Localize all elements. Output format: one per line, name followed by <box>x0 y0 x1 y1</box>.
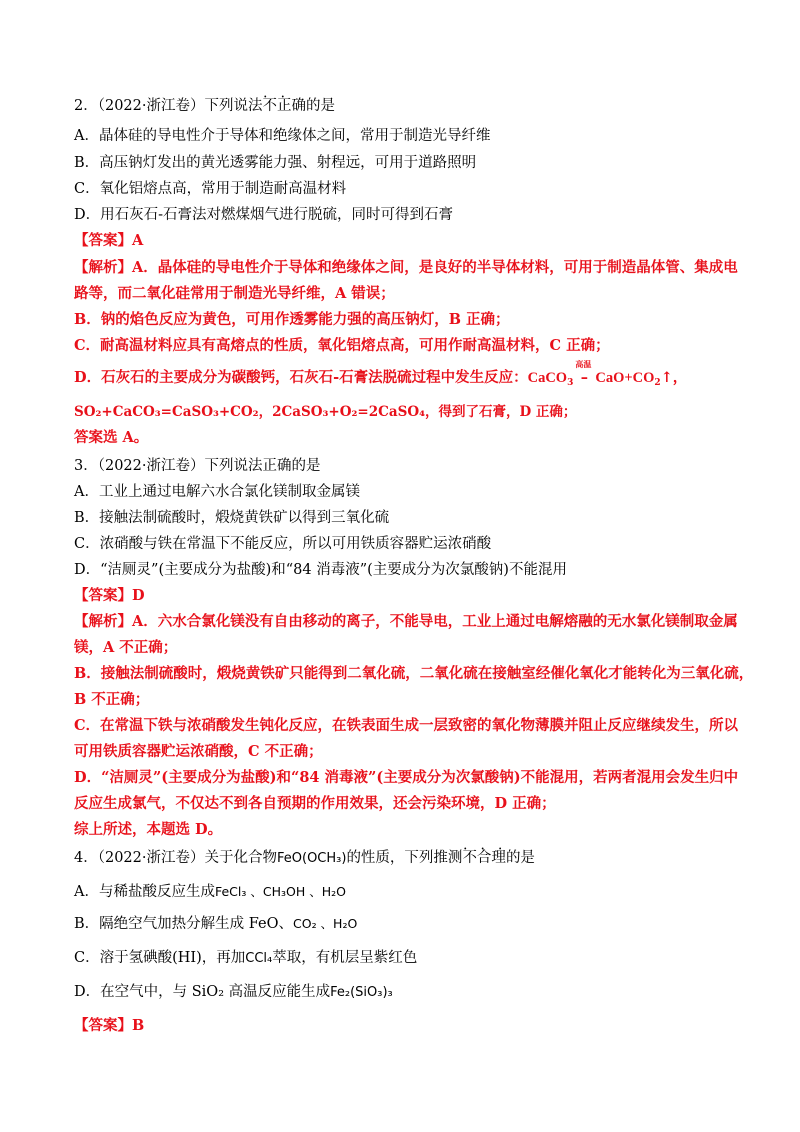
q4-option-c <box>74 948 417 969</box>
q4-answer: 【答案】B <box>74 1017 145 1034</box>
q3-explanation-8: 反应生成氯气，不仅达不到各自预期的作用效果，还会污染环境，D 正确； <box>74 795 556 812</box>
q4-stem-mid: 的性质，下列推测 <box>346 850 463 866</box>
q2-explanation-2: 路等，而二氧化硅常用于制造光导纤维，A 错误； <box>74 285 395 302</box>
q4-option-a-formula: FeCl₃ 、CH₃OH 、H₂O <box>214 884 346 899</box>
q4-stem-tail: 的是 <box>505 850 535 866</box>
q2-explanation-1: 【解析】A．晶体硅的导电性介于导体和绝缘体之间，是良好的半导体材料，可用于制造晶体管、集成电 <box>74 259 738 276</box>
subscript-3: 3 <box>567 378 574 388</box>
q2-option-c: C．氧化铝熔点高，常用于制造耐高温材料 <box>74 181 347 197</box>
q3-option-b: B．接触法制硫酸时，煅烧黄铁矿以得到三氧化硫 <box>74 510 390 526</box>
q2-option-b: B．高压钠灯发出的黄光透雾能力强、射程远，可用于道路照明 <box>74 155 477 171</box>
q4-option-d-formula: Fe₂(SiO₃)₃ <box>330 985 393 1000</box>
q3-explanation-2: 镁，A 不正确； <box>74 639 178 656</box>
q2-option-d: D．用石灰石-石膏法对燃煤烟气进行脱硫，同时可得到石膏 <box>74 207 454 223</box>
q4-stem <box>74 848 535 869</box>
q3-option-a: A．工业上通过电解六水合氯化镁制取金属镁 <box>74 484 360 500</box>
q3-explanation-6: 可用铁质容器贮运浓硝酸，C 不正确； <box>74 743 323 760</box>
gas-arrow: ↑， <box>660 369 688 386</box>
q2-answer: 【答案】A <box>74 232 144 249</box>
reaction-rhs: CaO+CO <box>595 370 655 386</box>
q4-stem-text: 4．（2022·浙江卷）关于化合物 <box>74 850 277 866</box>
q4-option-b <box>74 914 357 934</box>
reaction-arrow: 高温 – <box>573 368 595 388</box>
q2-conclusion: 答案选 A。 <box>74 429 149 446</box>
q2-explanation-4: C．耐高温材料应具有高熔点的性质，氧化铝熔点高，可用作耐高温材料，C 正确； <box>74 337 610 354</box>
q4-option-b-text: B．隔绝空气加热分解生成 FeO、 <box>74 916 293 932</box>
q3-explanation-7: D．“洁厕灵”(主要成分为盐酸)和“84 消毒液”(主要成分为次氯酸钠)不能混用，若两者混用会发生归中 <box>74 769 739 786</box>
q2-explanation-5 <box>74 359 688 393</box>
q3-explanation-4: B 不正确； <box>74 691 150 708</box>
q4-option-c-formula: CCl₄ <box>245 951 273 966</box>
q4-option-d-text: D．在空气中，与 SiO₂ 高温反应能生成 <box>74 984 331 1000</box>
q3-explanation-3: B．接触法制硫酸时，煅烧黄铁矿只能得到二氧化硫，二氧化硫在接触室经催化氧化才能转化为三氧化硫， <box>74 665 754 682</box>
q2-stem <box>74 96 335 116</box>
q3-answer: 【答案】D <box>74 587 145 604</box>
q2-stem-tail: 确的是 <box>291 98 335 114</box>
subscript-2: 2 <box>654 378 661 388</box>
q3-explanation-5: C．在常温下铁与浓硝酸发生钝化反应，在铁表面生成一层致密的氧化物薄膜并阻止反应继续发生，所以 <box>74 717 739 734</box>
q2-stem-emphasis: • • 不正 <box>263 96 292 116</box>
q4-option-c-tail: 萃取，有机层呈紫红色 <box>272 950 418 966</box>
reaction-lhs: CaCO <box>527 370 568 386</box>
q2-option-a: A．晶体硅的导电性介于导体和绝缘体之间，常用于制造光导纤维 <box>74 128 491 144</box>
q2-explanation-3: B．钠的焰色反应为黄色，可用作透雾能力强的高压钠灯，B 正确； <box>74 311 510 328</box>
q3-stem: 3．（2022·浙江卷）下列说法正确的是 <box>74 458 321 474</box>
q3-conclusion: 综上所述，本题选 D。 <box>74 821 223 838</box>
q2-explanation-5-text: D．石灰石的主要成分为碳酸钙，石灰石-石膏法脱硫过程中发生反应： <box>74 369 528 386</box>
q2-explanation-6: SO₂+CaCO₃=CaSO₃+CO₂，2CaSO₃+O₂=2CaSO₄，得到了石膏，D 正确； <box>74 404 577 420</box>
q4-option-a <box>74 882 346 902</box>
q4-option-a-text: A．与稀盐酸反应生成 <box>74 884 215 900</box>
q4-compound-formula: FeO(OCH₃) <box>277 851 347 866</box>
q3-option-c: C．浓硝酸与铁在常温下不能反应，所以可用铁质容器贮运浓硝酸 <box>74 536 492 552</box>
q4-option-b-formula: CO₂ 、H₂O <box>293 916 358 931</box>
q3-explanation-1: 【解析】A．六水合氯化镁没有自由移动的离子，不能导电，工业上通过电解熔融的无水氯化镁制取金属 <box>74 613 738 630</box>
q2-stem-text: 2．（2022·浙江卷）下列说法 <box>74 98 263 114</box>
q4-option-d <box>74 982 393 1003</box>
reaction-condition: 高温 <box>575 359 592 369</box>
q4-stem-emphasis: • • • 不合理 <box>462 848 506 868</box>
q4-option-c-text: C．溶于氢碘酸(HI)，再加 <box>74 950 246 966</box>
q3-option-d: D．“洁厕灵”(主要成分为盐酸)和“84 消毒液”(主要成分为次氯酸钠)不能混用 <box>74 562 567 578</box>
